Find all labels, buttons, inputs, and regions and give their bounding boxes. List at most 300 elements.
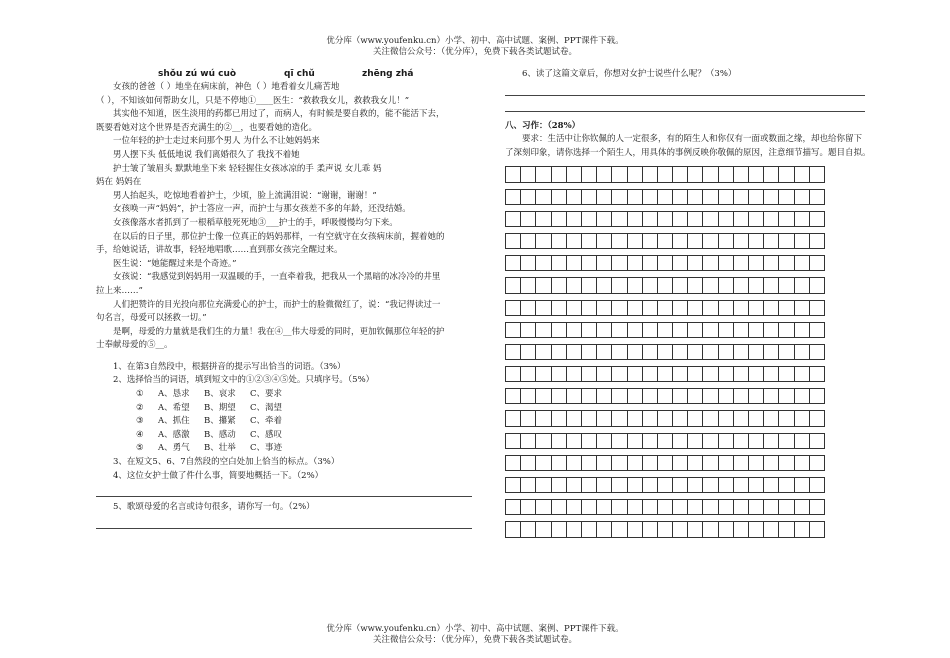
grid-cell[interactable]	[566, 189, 582, 205]
grid-cell[interactable]	[778, 499, 794, 515]
grid-cell[interactable]	[581, 255, 597, 271]
grid-cell[interactable]	[611, 166, 627, 182]
grid-cell[interactable]	[627, 521, 643, 537]
grid-cell[interactable]	[763, 277, 779, 293]
grid-cell[interactable]	[566, 366, 582, 382]
grid-cell[interactable]	[733, 255, 749, 271]
grid-cell[interactable]	[809, 344, 825, 360]
grid-cell[interactable]	[702, 255, 718, 271]
grid-cell[interactable]	[581, 477, 597, 493]
grid-cell[interactable]	[794, 322, 810, 338]
grid-cell[interactable]	[581, 189, 597, 205]
grid-cell[interactable]	[520, 344, 536, 360]
grid-cell[interactable]	[702, 477, 718, 493]
grid-cell[interactable]	[794, 300, 810, 316]
grid-cell[interactable]	[763, 300, 779, 316]
grid-cell[interactable]	[505, 477, 521, 493]
grid-cell[interactable]	[505, 433, 521, 449]
answer-line[interactable]	[96, 485, 472, 497]
grid-cell[interactable]	[581, 300, 597, 316]
grid-cell[interactable]	[505, 255, 521, 271]
grid-cell[interactable]	[627, 277, 643, 293]
grid-cell[interactable]	[702, 388, 718, 404]
grid-cell[interactable]	[809, 189, 825, 205]
grid-cell[interactable]	[627, 388, 643, 404]
grid-cell[interactable]	[809, 521, 825, 537]
grid-cell[interactable]	[718, 388, 734, 404]
grid-cell[interactable]	[687, 255, 703, 271]
grid-cell[interactable]	[748, 477, 764, 493]
grid-cell[interactable]	[581, 277, 597, 293]
grid-cell[interactable]	[657, 189, 673, 205]
grid-cell[interactable]	[748, 388, 764, 404]
grid-cell[interactable]	[551, 211, 567, 227]
grid-cell[interactable]	[763, 255, 779, 271]
grid-cell[interactable]	[794, 189, 810, 205]
grid-cell[interactable]	[535, 477, 551, 493]
grid-cell[interactable]	[702, 366, 718, 382]
grid-cell[interactable]	[596, 499, 612, 515]
grid-cell[interactable]	[535, 344, 551, 360]
grid-cell[interactable]	[763, 366, 779, 382]
grid-cell[interactable]	[687, 366, 703, 382]
grid-cell[interactable]	[794, 344, 810, 360]
grid-cell[interactable]	[778, 300, 794, 316]
grid-cell[interactable]	[657, 455, 673, 471]
grid-cell[interactable]	[778, 255, 794, 271]
grid-cell[interactable]	[566, 344, 582, 360]
grid-cell[interactable]	[505, 455, 521, 471]
grid-cell[interactable]	[520, 189, 536, 205]
grid-cell[interactable]	[778, 277, 794, 293]
grid-cell[interactable]	[763, 477, 779, 493]
grid-cell[interactable]	[520, 499, 536, 515]
grid-cell[interactable]	[718, 166, 734, 182]
grid-cell[interactable]	[672, 521, 688, 537]
grid-cell[interactable]	[505, 521, 521, 537]
grid-cell[interactable]	[687, 410, 703, 426]
grid-cell[interactable]	[642, 388, 658, 404]
grid-cell[interactable]	[718, 433, 734, 449]
grid-cell[interactable]	[748, 455, 764, 471]
grid-cell[interactable]	[642, 455, 658, 471]
grid-cell[interactable]	[611, 455, 627, 471]
grid-cell[interactable]	[551, 322, 567, 338]
grid-cell[interactable]	[535, 366, 551, 382]
grid-cell[interactable]	[778, 388, 794, 404]
grid-cell[interactable]	[672, 277, 688, 293]
grid-cell[interactable]	[520, 521, 536, 537]
grid-cell[interactable]	[596, 255, 612, 271]
grid-cell[interactable]	[581, 233, 597, 249]
grid-cell[interactable]	[809, 255, 825, 271]
grid-cell[interactable]	[809, 300, 825, 316]
grid-cell[interactable]	[733, 477, 749, 493]
grid-cell[interactable]	[535, 455, 551, 471]
grid-cell[interactable]	[672, 455, 688, 471]
grid-cell[interactable]	[778, 433, 794, 449]
grid-cell[interactable]	[763, 322, 779, 338]
grid-cell[interactable]	[702, 211, 718, 227]
grid-cell[interactable]	[809, 233, 825, 249]
grid-cell[interactable]	[794, 233, 810, 249]
grid-cell[interactable]	[778, 322, 794, 338]
grid-cell[interactable]	[520, 277, 536, 293]
grid-cell[interactable]	[718, 211, 734, 227]
grid-cell[interactable]	[505, 189, 521, 205]
grid-cell[interactable]	[505, 366, 521, 382]
grid-cell[interactable]	[672, 388, 688, 404]
grid-cell[interactable]	[687, 189, 703, 205]
grid-cell[interactable]	[551, 277, 567, 293]
grid-cell[interactable]	[627, 322, 643, 338]
grid-cell[interactable]	[718, 300, 734, 316]
grid-cell[interactable]	[657, 233, 673, 249]
grid-cell[interactable]	[733, 300, 749, 316]
grid-cell[interactable]	[763, 499, 779, 515]
grid-cell[interactable]	[596, 477, 612, 493]
grid-cell[interactable]	[596, 410, 612, 426]
grid-cell[interactable]	[672, 410, 688, 426]
grid-cell[interactable]	[748, 277, 764, 293]
grid-cell[interactable]	[505, 233, 521, 249]
grid-cell[interactable]	[794, 477, 810, 493]
grid-cell[interactable]	[809, 366, 825, 382]
grid-cell[interactable]	[778, 410, 794, 426]
grid-cell[interactable]	[657, 344, 673, 360]
grid-cell[interactable]	[551, 388, 567, 404]
grid-cell[interactable]	[687, 322, 703, 338]
grid-cell[interactable]	[535, 277, 551, 293]
grid-cell[interactable]	[627, 300, 643, 316]
grid-cell[interactable]	[702, 344, 718, 360]
grid-cell[interactable]	[566, 521, 582, 537]
grid-cell[interactable]	[687, 300, 703, 316]
grid-cell[interactable]	[551, 344, 567, 360]
grid-cell[interactable]	[748, 344, 764, 360]
grid-cell[interactable]	[627, 233, 643, 249]
grid-cell[interactable]	[809, 211, 825, 227]
grid-cell[interactable]	[778, 211, 794, 227]
grid-cell[interactable]	[611, 277, 627, 293]
grid-cell[interactable]	[551, 166, 567, 182]
grid-cell[interactable]	[657, 477, 673, 493]
grid-cell[interactable]	[520, 211, 536, 227]
grid-cell[interactable]	[657, 433, 673, 449]
grid-cell[interactable]	[520, 410, 536, 426]
grid-cell[interactable]	[611, 521, 627, 537]
grid-cell[interactable]	[581, 455, 597, 471]
grid-cell[interactable]	[672, 300, 688, 316]
answer-line[interactable]	[505, 84, 865, 96]
grid-cell[interactable]	[733, 366, 749, 382]
grid-cell[interactable]	[581, 166, 597, 182]
grid-cell[interactable]	[763, 344, 779, 360]
grid-cell[interactable]	[778, 455, 794, 471]
grid-cell[interactable]	[778, 166, 794, 182]
grid-cell[interactable]	[611, 344, 627, 360]
grid-cell[interactable]	[520, 477, 536, 493]
grid-cell[interactable]	[687, 521, 703, 537]
grid-cell[interactable]	[794, 255, 810, 271]
grid-cell[interactable]	[718, 366, 734, 382]
grid-cell[interactable]	[733, 388, 749, 404]
grid-cell[interactable]	[733, 433, 749, 449]
grid-cell[interactable]	[718, 410, 734, 426]
grid-cell[interactable]	[627, 166, 643, 182]
answer-line[interactable]	[96, 517, 472, 529]
grid-cell[interactable]	[763, 410, 779, 426]
grid-cell[interactable]	[642, 521, 658, 537]
grid-cell[interactable]	[505, 344, 521, 360]
grid-cell[interactable]	[596, 166, 612, 182]
grid-cell[interactable]	[657, 388, 673, 404]
grid-cell[interactable]	[505, 300, 521, 316]
grid-cell[interactable]	[551, 366, 567, 382]
grid-cell[interactable]	[566, 499, 582, 515]
grid-cell[interactable]	[611, 433, 627, 449]
grid-cell[interactable]	[763, 433, 779, 449]
grid-cell[interactable]	[535, 233, 551, 249]
grid-cell[interactable]	[566, 277, 582, 293]
grid-cell[interactable]	[596, 322, 612, 338]
grid-cell[interactable]	[596, 233, 612, 249]
grid-cell[interactable]	[520, 166, 536, 182]
grid-cell[interactable]	[718, 455, 734, 471]
grid-cell[interactable]	[778, 477, 794, 493]
grid-cell[interactable]	[566, 388, 582, 404]
grid-cell[interactable]	[596, 211, 612, 227]
grid-cell[interactable]	[657, 211, 673, 227]
grid-cell[interactable]	[535, 322, 551, 338]
grid-cell[interactable]	[733, 322, 749, 338]
grid-cell[interactable]	[702, 521, 718, 537]
grid-cell[interactable]	[627, 410, 643, 426]
grid-cell[interactable]	[551, 455, 567, 471]
grid-cell[interactable]	[551, 477, 567, 493]
grid-cell[interactable]	[627, 255, 643, 271]
grid-cell[interactable]	[642, 300, 658, 316]
grid-cell[interactable]	[505, 166, 521, 182]
grid-cell[interactable]	[672, 233, 688, 249]
grid-cell[interactable]	[733, 189, 749, 205]
grid-cell[interactable]	[596, 344, 612, 360]
grid-cell[interactable]	[702, 433, 718, 449]
grid-cell[interactable]	[581, 410, 597, 426]
grid-cell[interactable]	[672, 189, 688, 205]
grid-cell[interactable]	[535, 211, 551, 227]
grid-cell[interactable]	[627, 477, 643, 493]
grid-cell[interactable]	[642, 255, 658, 271]
grid-cell[interactable]	[642, 410, 658, 426]
grid-cell[interactable]	[809, 388, 825, 404]
grid-cell[interactable]	[687, 166, 703, 182]
grid-cell[interactable]	[566, 166, 582, 182]
grid-cell[interactable]	[748, 211, 764, 227]
grid-cell[interactable]	[794, 521, 810, 537]
grid-cell[interactable]	[596, 455, 612, 471]
grid-cell[interactable]	[809, 166, 825, 182]
grid-cell[interactable]	[596, 366, 612, 382]
grid-cell[interactable]	[611, 233, 627, 249]
grid-cell[interactable]	[566, 255, 582, 271]
grid-cell[interactable]	[794, 433, 810, 449]
grid-cell[interactable]	[535, 255, 551, 271]
grid-cell[interactable]	[733, 277, 749, 293]
grid-cell[interactable]	[611, 477, 627, 493]
grid-cell[interactable]	[794, 211, 810, 227]
grid-cell[interactable]	[763, 455, 779, 471]
grid-cell[interactable]	[566, 455, 582, 471]
grid-cell[interactable]	[778, 233, 794, 249]
grid-cell[interactable]	[581, 499, 597, 515]
grid-cell[interactable]	[657, 410, 673, 426]
grid-cell[interactable]	[702, 322, 718, 338]
grid-cell[interactable]	[809, 477, 825, 493]
grid-cell[interactable]	[566, 433, 582, 449]
grid-cell[interactable]	[505, 211, 521, 227]
grid-cell[interactable]	[733, 233, 749, 249]
grid-cell[interactable]	[611, 211, 627, 227]
grid-cell[interactable]	[566, 410, 582, 426]
grid-cell[interactable]	[520, 366, 536, 382]
grid-cell[interactable]	[596, 388, 612, 404]
grid-cell[interactable]	[809, 433, 825, 449]
grid-cell[interactable]	[672, 166, 688, 182]
grid-cell[interactable]	[611, 300, 627, 316]
grid-cell[interactable]	[551, 521, 567, 537]
grid-cell[interactable]	[627, 433, 643, 449]
grid-cell[interactable]	[778, 521, 794, 537]
grid-cell[interactable]	[687, 499, 703, 515]
grid-cell[interactable]	[718, 344, 734, 360]
grid-cell[interactable]	[733, 344, 749, 360]
grid-cell[interactable]	[657, 322, 673, 338]
grid-cell[interactable]	[657, 499, 673, 515]
grid-cell[interactable]	[733, 455, 749, 471]
grid-cell[interactable]	[794, 499, 810, 515]
grid-cell[interactable]	[718, 477, 734, 493]
grid-cell[interactable]	[520, 300, 536, 316]
grid-cell[interactable]	[733, 410, 749, 426]
grid-cell[interactable]	[687, 277, 703, 293]
answer-line[interactable]	[505, 100, 865, 112]
grid-cell[interactable]	[718, 499, 734, 515]
grid-cell[interactable]	[505, 499, 521, 515]
grid-cell[interactable]	[566, 477, 582, 493]
grid-cell[interactable]	[809, 277, 825, 293]
grid-cell[interactable]	[672, 433, 688, 449]
grid-cell[interactable]	[748, 366, 764, 382]
grid-cell[interactable]	[702, 233, 718, 249]
grid-cell[interactable]	[581, 366, 597, 382]
grid-cell[interactable]	[794, 277, 810, 293]
grid-cell[interactable]	[642, 189, 658, 205]
grid-cell[interactable]	[581, 388, 597, 404]
grid-cell[interactable]	[596, 433, 612, 449]
grid-cell[interactable]	[657, 255, 673, 271]
grid-cell[interactable]	[733, 499, 749, 515]
grid-cell[interactable]	[627, 455, 643, 471]
grid-cell[interactable]	[672, 477, 688, 493]
grid-cell[interactable]	[535, 388, 551, 404]
grid-cell[interactable]	[718, 277, 734, 293]
grid-cell[interactable]	[642, 477, 658, 493]
grid-cell[interactable]	[672, 255, 688, 271]
grid-cell[interactable]	[809, 455, 825, 471]
grid-cell[interactable]	[794, 455, 810, 471]
grid-cell[interactable]	[778, 366, 794, 382]
grid-cell[interactable]	[748, 233, 764, 249]
grid-cell[interactable]	[702, 277, 718, 293]
grid-cell[interactable]	[581, 521, 597, 537]
grid-cell[interactable]	[581, 344, 597, 360]
grid-cell[interactable]	[672, 499, 688, 515]
grid-cell[interactable]	[657, 300, 673, 316]
grid-cell[interactable]	[763, 388, 779, 404]
grid-cell[interactable]	[687, 211, 703, 227]
grid-cell[interactable]	[642, 366, 658, 382]
grid-cell[interactable]	[535, 166, 551, 182]
grid-cell[interactable]	[611, 410, 627, 426]
grid-cell[interactable]	[687, 455, 703, 471]
grid-cell[interactable]	[687, 344, 703, 360]
grid-cell[interactable]	[535, 189, 551, 205]
grid-cell[interactable]	[718, 521, 734, 537]
grid-cell[interactable]	[611, 322, 627, 338]
grid-cell[interactable]	[611, 255, 627, 271]
grid-cell[interactable]	[702, 499, 718, 515]
grid-cell[interactable]	[794, 166, 810, 182]
grid-cell[interactable]	[763, 521, 779, 537]
grid-cell[interactable]	[520, 433, 536, 449]
grid-cell[interactable]	[627, 499, 643, 515]
grid-cell[interactable]	[505, 322, 521, 338]
grid-cell[interactable]	[642, 433, 658, 449]
grid-cell[interactable]	[657, 521, 673, 537]
grid-cell[interactable]	[794, 366, 810, 382]
grid-cell[interactable]	[748, 300, 764, 316]
grid-cell[interactable]	[535, 499, 551, 515]
grid-cell[interactable]	[718, 322, 734, 338]
grid-cell[interactable]	[642, 499, 658, 515]
grid-cell[interactable]	[748, 189, 764, 205]
grid-cell[interactable]	[520, 388, 536, 404]
grid-cell[interactable]	[763, 166, 779, 182]
grid-cell[interactable]	[566, 300, 582, 316]
grid-cell[interactable]	[611, 499, 627, 515]
grid-cell[interactable]	[687, 233, 703, 249]
grid-cell[interactable]	[809, 410, 825, 426]
grid-cell[interactable]	[748, 521, 764, 537]
grid-cell[interactable]	[748, 499, 764, 515]
grid-cell[interactable]	[672, 322, 688, 338]
grid-cell[interactable]	[581, 322, 597, 338]
grid-cell[interactable]	[505, 410, 521, 426]
grid-cell[interactable]	[809, 322, 825, 338]
grid-cell[interactable]	[642, 344, 658, 360]
grid-cell[interactable]	[642, 233, 658, 249]
grid-cell[interactable]	[718, 255, 734, 271]
grid-cell[interactable]	[566, 211, 582, 227]
grid-cell[interactable]	[733, 211, 749, 227]
grid-cell[interactable]	[718, 233, 734, 249]
grid-cell[interactable]	[627, 366, 643, 382]
grid-cell[interactable]	[520, 233, 536, 249]
grid-cell[interactable]	[687, 388, 703, 404]
grid-cell[interactable]	[778, 189, 794, 205]
grid-cell[interactable]	[642, 277, 658, 293]
